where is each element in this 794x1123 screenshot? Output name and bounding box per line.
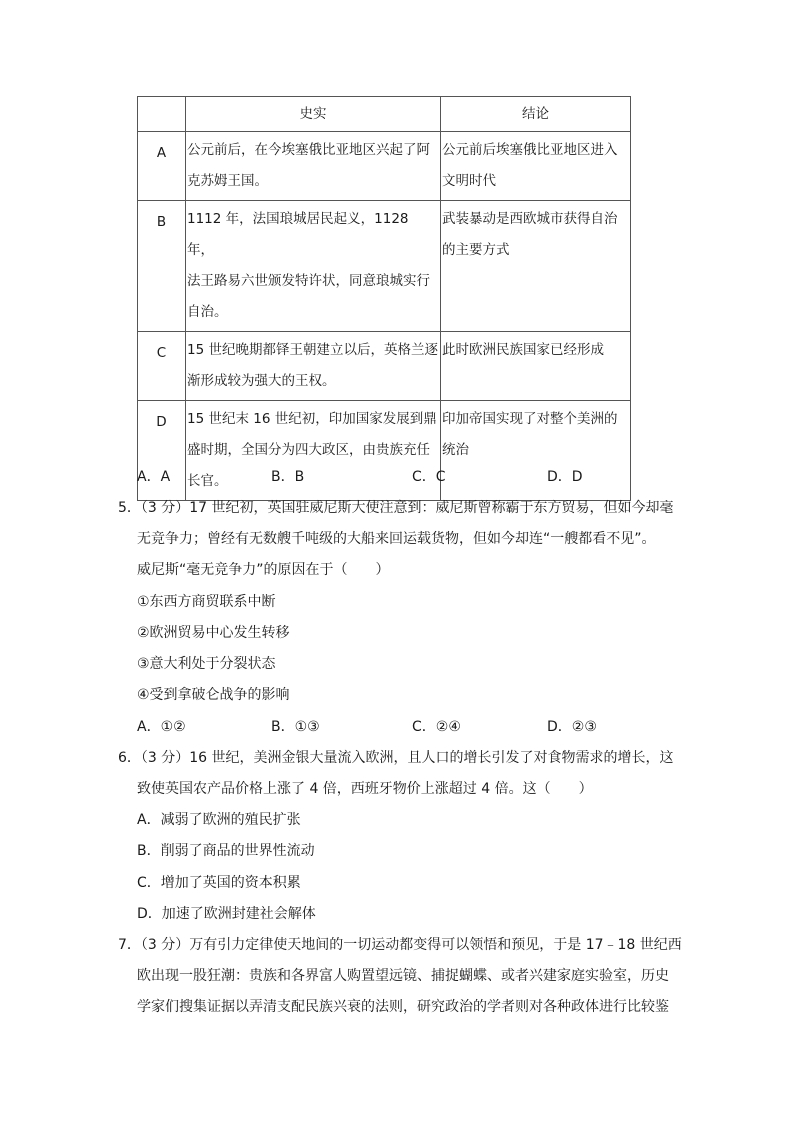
table-row bbox=[138, 132, 631, 201]
fact-line: 长官。 bbox=[187, 473, 228, 489]
q4-option-c[interactable]: C．C bbox=[412, 469, 446, 485]
q5-stem-line: 5．（3 分）17 世纪初，英国驻威尼斯大使注意到：威尼斯曾称霸于东方贸易，但如今却毫 bbox=[118, 500, 674, 516]
fact-cell bbox=[186, 201, 441, 332]
fact-cell bbox=[186, 132, 441, 201]
row-label: C bbox=[138, 332, 186, 401]
q5-stem-line: 无竞争力；曾经有无数艘千吨级的大船来回运载货物，但如今却连“一艘都看不见”。 bbox=[137, 531, 656, 547]
header-empty bbox=[138, 97, 186, 132]
q5-item: ②欧洲贸易中心发生转移 bbox=[137, 625, 290, 641]
conclusion-line: 统治 bbox=[442, 442, 469, 458]
conclusion-cell bbox=[441, 401, 631, 501]
q7-stem-line: 欧出现一股狂潮：贵族和各界富人购置望远镜、捕捉蝴蝶、或者兴建家庭实验室，历史 bbox=[137, 968, 669, 984]
fact-line: 法王路易六世颁发特许状，同意琅城实行 bbox=[187, 273, 430, 289]
conclusion-line: 此时欧洲民族国家已经形成 bbox=[442, 342, 604, 358]
row-label: B bbox=[138, 201, 186, 332]
q6-option-a[interactable]: A．减弱了欧洲的殖民扩张 bbox=[137, 812, 301, 828]
q4-option-d[interactable]: D．D bbox=[547, 469, 583, 485]
conclusion-line: 文明时代 bbox=[442, 173, 496, 189]
q7-stem-line: 7．（3 分）万有引力定律使天地间的一切运动都变得可以领悟和预见，于是 17﹣18 世纪西 bbox=[118, 937, 682, 953]
q5-option-c[interactable]: C．②④ bbox=[412, 719, 461, 735]
table-header-row bbox=[138, 97, 631, 132]
q6-stem-line: 6．（3 分）16 世纪，美洲金银大量流入欧洲，且人口的增长引发了对食物需求的增长，这 bbox=[118, 750, 674, 766]
table-row bbox=[138, 332, 631, 401]
q5-item: ④受到拿破仑战争的影响 bbox=[137, 687, 290, 703]
conclusion-line: 公元前后埃塞俄比亚地区进入 bbox=[442, 142, 618, 158]
q5-stem-line: 威尼斯“毫无竞争力”的原因在于（ ） bbox=[137, 562, 390, 578]
history-table bbox=[137, 96, 631, 501]
fact-line: 15 世纪晚期都铎王朝建立以后，英格兰逐 bbox=[187, 342, 438, 358]
q5-option-a[interactable]: A．①② bbox=[137, 719, 186, 735]
conclusion-cell bbox=[441, 132, 631, 201]
q5-item: ①东西方商贸联系中断 bbox=[137, 594, 276, 610]
q7-stem-line: 学家们搜集证据以弄清支配民族兴衰的法则，研究政治的学者则对各种政体进行比较鉴 bbox=[137, 999, 669, 1015]
q5-item: ③意大利处于分裂状态 bbox=[137, 656, 276, 672]
row-label: D bbox=[138, 401, 186, 501]
fact-line: 渐形成较为强大的王权。 bbox=[187, 373, 336, 389]
q6-option-d[interactable]: D．加速了欧洲封建社会解体 bbox=[137, 906, 316, 922]
fact-line: 盛时期，全国分为四大政区，由贵族充任 bbox=[187, 442, 430, 458]
fact-line: 1112 年，法国琅城居民起义，1128 年， bbox=[187, 211, 409, 258]
q4-option-a[interactable]: A．A bbox=[137, 469, 171, 485]
fact-cell bbox=[186, 332, 441, 401]
conclusion-line: 的主要方式 bbox=[442, 242, 510, 258]
q6-stem-line: 致使英国农产品价格上涨了 4 倍，西班牙物价上涨超过 4 倍。这（ ） bbox=[137, 781, 593, 797]
fact-cell bbox=[186, 401, 441, 501]
row-label: A bbox=[138, 132, 186, 201]
header-conclusion: 结论 bbox=[441, 97, 631, 132]
fact-line: 15 世纪末 16 世纪初，印加国家发展到鼎 bbox=[187, 411, 437, 427]
q5-option-d[interactable]: D．②③ bbox=[547, 719, 597, 735]
conclusion-line: 印加帝国实现了对整个美洲的 bbox=[442, 411, 618, 427]
q5-option-b[interactable]: B．①③ bbox=[271, 719, 320, 735]
fact-line: 克苏姆王国。 bbox=[187, 173, 268, 189]
conclusion-cell bbox=[441, 332, 631, 401]
conclusion-line: 武装暴动是西欧城市获得自治 bbox=[442, 211, 618, 227]
conclusion-cell bbox=[441, 201, 631, 332]
fact-line: 公元前后，在今埃塞俄比亚地区兴起了阿 bbox=[187, 142, 430, 158]
fact-line: 自治。 bbox=[187, 304, 228, 320]
table-row bbox=[138, 201, 631, 332]
q6-option-b[interactable]: B．削弱了商品的世界性流动 bbox=[137, 843, 315, 859]
header-fact: 史实 bbox=[186, 97, 441, 132]
q4-option-b[interactable]: B．B bbox=[271, 469, 305, 485]
q6-option-c[interactable]: C．增加了英国的资本积累 bbox=[137, 875, 301, 891]
